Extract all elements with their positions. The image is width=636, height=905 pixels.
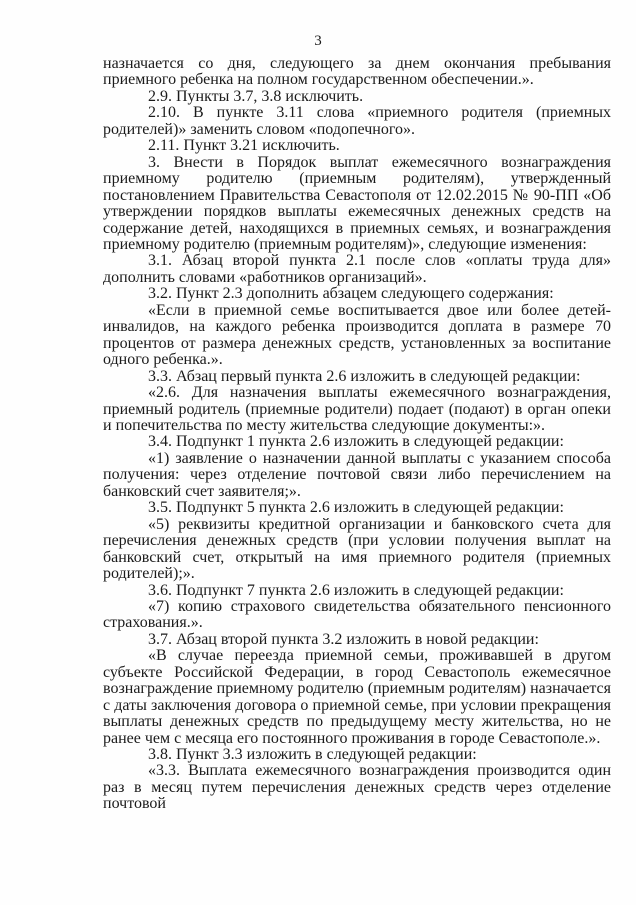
paragraph-3: 3. Внести в Порядок выплат ежемесячного вознаграждения приемному родителю (приемным родителям), утвержденный постановлением Правительства Севастополя от 12.02.2015 № 90-ПП «Об утверждении порядков выплаты ежемесячных денежных средств на содержание детей, находящихся в приемных семьях, и вознаграждения приемному родителю (приемным родителям)», следующие изменения: [103, 153, 611, 253]
paragraph-3-7-quote: «В случае переезда приемной семьи, проживавшей в другом субъекте Российской Федерации, в город Севастополь ежемесячное вознаграждение приемному родителю (приемным родителям) назначается с даты заключения договора о приемной семье, при условии прекращения выплаты денежных средств по предыдущему месту жительства, но не ранее чем с месяца его постоянного проживания в городе Севастополе.». [103, 647, 611, 747]
page-number: 3 [314, 33, 322, 49]
paragraph-3-6: 3.6. Подпункт 7 пункта 2.6 изложить в следующей редакции: [148, 581, 564, 599]
paragraph-3-4-quote: «1) заявление о назначении данной выплаты с указанием способа получения: через отделение почтовой связи либо перечислением на банковский счет заявителя;». [103, 449, 611, 500]
paragraph-3-2-quote: «Если в приемной семье воспитывается двое или более детей-инвалидов, на каждого ребенка производится доплата в размере 70 процентов от размера денежных средств, установленных за воспитание одного ребенка.». [103, 301, 611, 369]
paragraph-3-3-quote: «2.6. Для назначения выплаты ежемесячного вознаграждения, приемный родитель (приемные родители) подает (подают) в орган опеки и попечительства по месту жительства следующие документы:». [103, 384, 611, 434]
paragraph-2-10: 2.10. В пункте 3.11 слова «приемного родителя (приемных родителей)» заменить словом «подопечного». [103, 104, 611, 138]
paragraph-3-5: 3.5. Подпункт 5 пункта 2.6 изложить в следующей редакции: [148, 499, 564, 517]
paragraph-3-1: 3.1. Абзац второй пункта 2.1 после слов «оплаты труда для» дополнить словами «работников организаций». [103, 252, 611, 286]
paragraph-3-4: 3.4. Подпункт 1 пункта 2.6 изложить в следующей редакции: [148, 433, 564, 451]
paragraph-2-11: 2.11. Пункт 3.21 исключить. [148, 137, 340, 155]
paragraph-3-6-quote: «7) копию страхового свидетельства обязательного пенсионного страхования.». [103, 597, 611, 632]
paragraph-3-3: 3.3. Абзац первый пункта 2.6 изложить в следующей редакции: [148, 367, 581, 385]
paragraph-3-7: 3.7. Абзац второй пункта 3.2 изложить в новой редакции: [148, 630, 539, 648]
paragraph-3-5-quote: «5) реквизиты кредитной организации и банковского счета для перечисления денежных средств (при условии получения выплат на банковский счет, открытый на имя приемного родителя (приемных родителей);». [103, 515, 611, 583]
paragraph-3-2: 3.2. Пункт 2.3 дополнить абзацем следующего содержания: [148, 285, 554, 303]
paragraph-continuation: назначается со дня, следующего за днем окончания пребывания приемного ребенка на полном государственном обеспечении.». [103, 55, 611, 89]
paragraph-3-8: 3.8. Пункт 3.3 изложить в следующей редакции: [148, 746, 477, 764]
paragraph-2-9: 2.9. Пункты 3.7, 3.8 исключить. [148, 87, 364, 105]
paragraph-3-8-quote: «3.3. Выплата ежемесячного вознаграждения производится один раз в месяц путем перечисления денежных средств через отделение почтовой [103, 762, 611, 813]
document-body [103, 56, 611, 813]
